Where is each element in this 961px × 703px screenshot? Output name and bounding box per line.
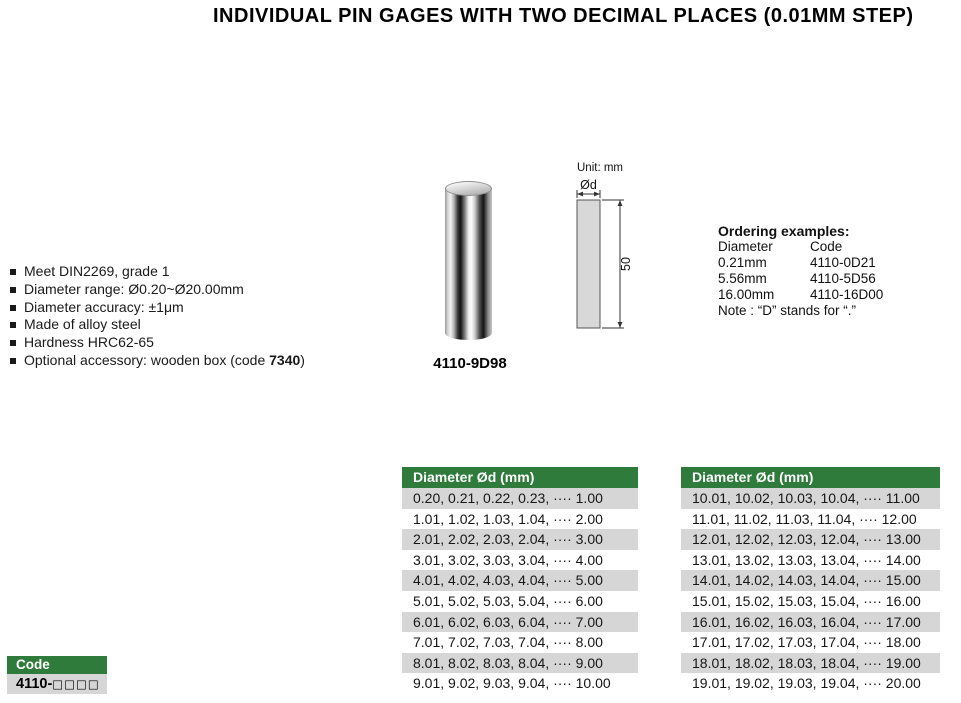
ordering-row	[718, 271, 883, 287]
feature-text-suffix: )	[300, 351, 305, 368]
ordering-note: Note : “D” stands for “.”	[718, 303, 857, 318]
table-row: 11.01, 11.02, 11.03, 11.04, ···· 12.00	[692, 510, 917, 527]
dimension-diagram	[560, 155, 650, 340]
feature-text: Hardness HRC62-65	[24, 334, 154, 351]
bullet-square-icon	[10, 287, 16, 293]
arrowhead-left-icon	[577, 192, 583, 197]
feature-list	[10, 263, 305, 370]
product-model-label: 4110-9D98	[433, 355, 507, 372]
page-title: INDIVIDUAL PIN GAGES WITH TWO DECIMAL PLACES (0.01MM STEP)	[213, 5, 914, 27]
ordering-heading: Ordering examples:	[718, 223, 850, 239]
ordering-code: 4110-0D21	[810, 255, 876, 270]
feature-text: Meet DIN2269, grade 1	[24, 263, 170, 279]
pin-top-face	[445, 181, 492, 196]
bullet-square-icon	[10, 322, 16, 328]
feature-text-prefix: Optional accessory: wooden box (code	[24, 351, 270, 368]
feature-text: Diameter range: Ø0.20~Ø20.00mm	[24, 280, 244, 297]
ordering-diameter: 0.21mm	[718, 255, 767, 270]
pin-outline-rect	[577, 200, 600, 328]
table-row: 3.01, 3.02, 3.03, 3.04, ···· 4.00	[413, 551, 603, 568]
bullet-square-icon	[10, 269, 16, 275]
ordering-row	[718, 287, 883, 303]
table-row: 19.01, 19.02, 19.03, 19.04, ···· 20.00	[692, 675, 921, 692]
table-row: 17.01, 17.02, 17.03, 17.04, ···· 18.00	[692, 634, 921, 651]
diameter-table-left	[402, 467, 638, 694]
table-row: 10.01, 10.02, 10.03, 10.04, ···· 11.00	[681, 488, 940, 509]
ordering-diameter: 16.00mm	[718, 287, 775, 302]
code-prefix: 4110-	[16, 676, 53, 692]
unit-label: Unit: mm	[577, 162, 623, 174]
table-row: 12.01, 12.02, 12.03, 12.04, ···· 13.00	[681, 529, 940, 550]
pin-shaft	[445, 188, 492, 340]
table-row: 18.01, 18.02, 18.03, 18.04, ···· 19.00	[681, 653, 940, 674]
table-row: 15.01, 15.02, 15.03, 15.04, ···· 16.00	[692, 592, 921, 609]
table-row: 7.01, 7.02, 7.03, 7.04, ···· 8.00	[413, 634, 603, 651]
ordering-code: 4110-5D56	[810, 271, 876, 286]
table-row: 0.20, 0.21, 0.22, 0.23, ···· 1.00	[402, 488, 638, 509]
ordering-col-code: Code	[810, 239, 843, 254]
feature-text: Made of alloy steel	[24, 316, 141, 333]
pin-gage-photo	[445, 181, 492, 340]
arrowhead-right-icon	[594, 192, 600, 197]
table-row: 1.01, 1.02, 1.03, 1.04, ···· 2.00	[413, 510, 603, 527]
ordering-diameter: 5.56mm	[718, 271, 767, 286]
accessory-code: 7340	[269, 351, 301, 368]
table-header: Diameter Ød (mm)	[681, 467, 940, 488]
ordering-code: 4110-16D00	[810, 287, 884, 302]
feature-text	[24, 352, 305, 370]
table-row: 13.01, 13.02, 13.03, 13.04, ···· 14.00	[692, 551, 921, 568]
table-row: 9.01, 9.02, 9.03, 9.04, ···· 10.00	[413, 675, 611, 692]
bullet-square-icon	[10, 340, 16, 346]
feature-item	[10, 334, 305, 352]
ordering-row	[718, 255, 883, 271]
ordering-col-diameter: Diameter	[718, 239, 773, 254]
bullet-square-icon	[10, 358, 16, 364]
table-row: 14.01, 14.02, 14.03, 14.04, ···· 15.00	[681, 570, 940, 591]
order-code-box	[7, 656, 107, 694]
code-box-header: Code	[7, 656, 107, 674]
bullet-square-icon	[10, 305, 16, 311]
arrowhead-down-icon	[618, 322, 623, 328]
code-placeholder-boxes: □□□□	[52, 677, 100, 691]
table-row: 2.01, 2.02, 2.03, 2.04, ···· 3.00	[402, 529, 638, 550]
table-row: 5.01, 5.02, 5.03, 5.04, ···· 6.00	[413, 592, 603, 609]
feature-item	[10, 263, 305, 281]
ordering-examples	[718, 223, 883, 319]
length-dimension-label: 50	[619, 257, 633, 271]
feature-item	[10, 316, 305, 334]
table-row: 8.01, 8.02, 8.03, 8.04, ···· 9.00	[402, 653, 638, 674]
feature-item	[10, 352, 305, 370]
diameter-table-right	[681, 467, 940, 694]
table-header: Diameter Ød (mm)	[402, 467, 638, 488]
code-box-value	[7, 674, 107, 694]
arrowhead-up-icon	[618, 200, 623, 206]
table-row: 6.01, 6.02, 6.03, 6.04, ···· 7.00	[402, 612, 638, 633]
feature-item	[10, 299, 305, 317]
ordering-header-row	[718, 239, 883, 255]
table-row: 16.01, 16.02, 16.03, 16.04, ···· 17.00	[681, 612, 940, 633]
table-row: 4.01, 4.02, 4.03, 4.04, ···· 5.00	[402, 570, 638, 591]
feature-item	[10, 281, 305, 299]
diameter-dimension-label: Ød	[580, 178, 597, 192]
feature-text: Diameter accuracy: ±1μm	[24, 298, 184, 315]
